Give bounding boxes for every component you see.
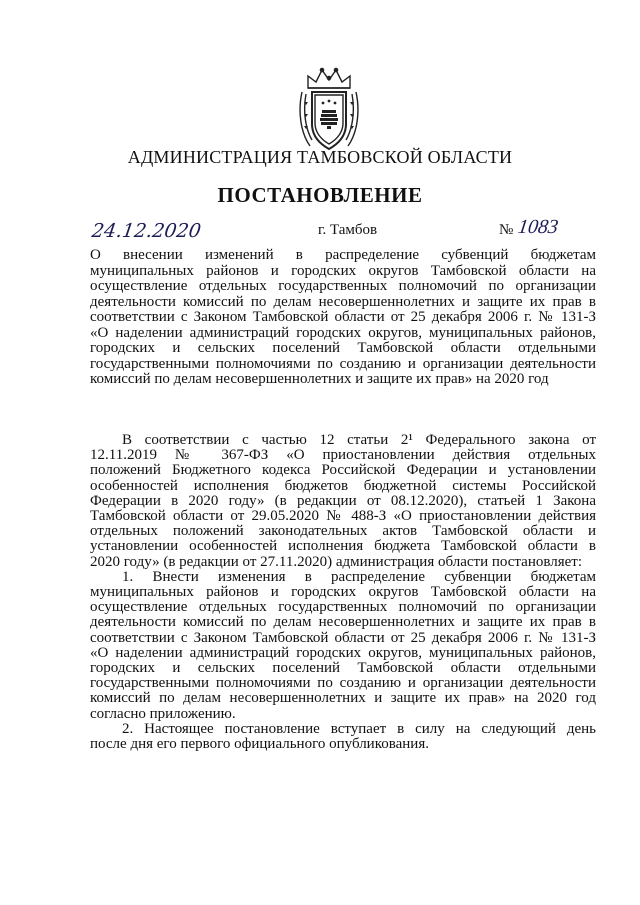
body-line: 1. Внести изменения в распределение субвенции бюджетам	[122, 568, 596, 585]
subject-line: городских и сельских поселений Тамбовской области отдельными	[90, 340, 596, 356]
body-line: 2. Настоящее постановление вступает в силу на следующий день	[122, 720, 596, 737]
body-line: установлении особенностей исполнения бюджета Тамбовской области в	[90, 538, 596, 555]
subject-line: муниципальных районов и городских округов Тамбовской области на	[90, 262, 596, 279]
coat-of-arms-emblem	[296, 66, 362, 154]
body-line: положений Бюджетного кодекса Российской Федерации и установлении	[90, 462, 596, 479]
body-line: отдельных положений законодательных актов Тамбовской области и	[90, 523, 596, 540]
body-line: особенностей исполнения бюджетов бюджетной системы Российской	[90, 477, 596, 494]
body-line: Федерации в 2020 году» (в редакции от 08.12.2020), статьей 1 Закона	[90, 492, 596, 509]
body-line: «О наделении администраций городских округов, муниципальных районов,	[90, 644, 596, 661]
body-line: 2020 году» (в редакции от 27.11.2020) администрация области постановляет:	[90, 553, 582, 570]
item-1-paragraph	[90, 570, 596, 722]
subject-line: соответствии с Законом Тамбовской области от 25 декабря 2006 г. № 131-З	[90, 309, 596, 325]
subject-line: «О наделении администраций городских округов, муниципальных районов,	[90, 324, 596, 341]
body-line: деятельности комиссий по делам несовершеннолетних и защите их прав в	[90, 614, 596, 631]
number-label: №	[499, 222, 514, 238]
subject-line: осуществление отдельных государственных полномочий по организации	[90, 278, 596, 294]
body-line: В соответствии с частью 12 статьи 2¹ Федерального закона от	[122, 432, 596, 448]
preamble-paragraph	[90, 433, 596, 570]
body-line: городских и сельских поселений Тамбовской области отдельными	[90, 660, 596, 677]
body-line: 12.11.2019 № 367-ФЗ «О приостановлении действия отдельных	[90, 447, 596, 464]
handwritten-number: 1083	[516, 216, 560, 238]
handwritten-date: 24.12.2020	[90, 220, 203, 242]
body-line: после дня его первого официального опубликования.	[90, 736, 429, 753]
body-line: соответствии с Законом Тамбовской области от 25 декабря 2006 г. № 131-З	[90, 629, 596, 646]
body-line: осуществление отдельных государственных полномочий по организации	[90, 599, 596, 616]
subject-line: комиссий по делам несовершеннолетних и защите их прав» на 2020 год	[90, 371, 549, 387]
subject-line: О внесении изменений в распределение субвенций бюджетам	[90, 247, 596, 263]
document-body	[90, 433, 596, 752]
issue-city: г. Тамбов	[318, 222, 378, 238]
body-line: согласно приложению.	[90, 705, 236, 722]
document-subject	[90, 248, 596, 388]
body-line: государственными полномочиями по созданию и организации деятельности	[90, 675, 596, 692]
body-line: Тамбовской области от 29.05.2020 № 488-З «О приостановлении действия	[90, 508, 596, 525]
body-line: муниципальных районов и городских округов Тамбовской области на	[90, 584, 596, 601]
body-line: комиссий по делам несовершеннолетних и защите их прав» на 2020 год	[90, 690, 596, 707]
item-2-paragraph	[90, 722, 596, 752]
organization-name: АДМИНИСТРАЦИЯ ТАМБОВСКОЙ ОБЛАСТИ	[127, 147, 513, 167]
document-type-title: ПОСТАНОВЛЕНИЕ	[217, 183, 423, 207]
subject-line: деятельности комиссий по делам несовершеннолетних и защите их прав в	[90, 293, 596, 310]
subject-line: государственными полномочиями по созданию и организации деятельности	[90, 355, 596, 372]
